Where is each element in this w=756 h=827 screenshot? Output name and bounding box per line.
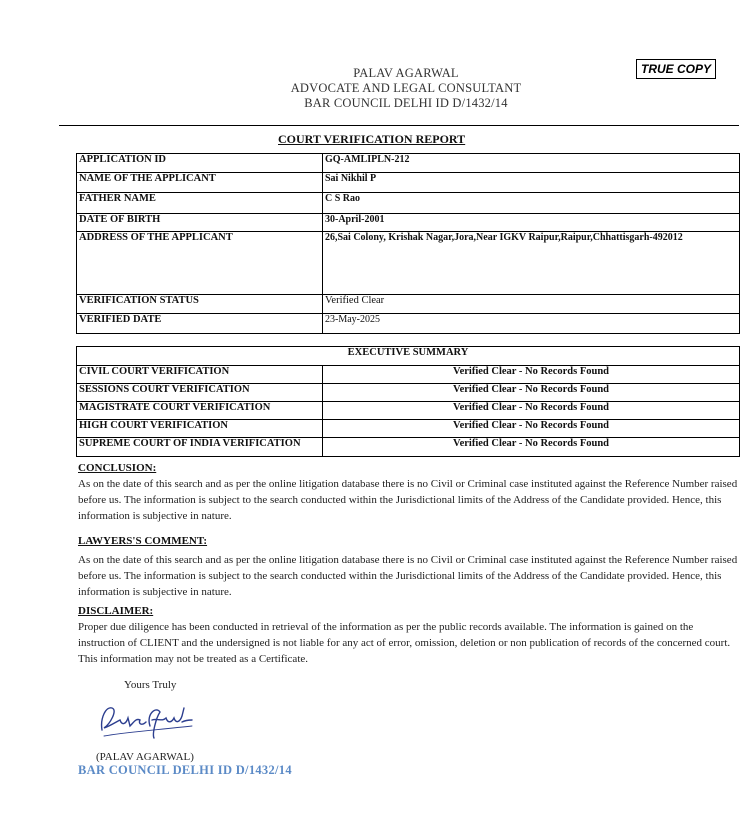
advocate-name: PALAV AGARWAL: [353, 66, 459, 80]
verified-date-label: VERIFIED DATE: [77, 314, 323, 334]
table-row: [77, 347, 740, 366]
court-result: Verified Clear - No Records Found: [323, 366, 740, 384]
court-name: MAGISTRATE COURT VERIFICATION: [77, 402, 323, 420]
application-id-label: APPLICATION ID: [77, 154, 323, 173]
court-result: Verified Clear - No Records Found: [323, 402, 740, 420]
advocate-designation: ADVOCATE AND LEGAL CONSULTANT: [290, 81, 522, 95]
table-row: [77, 384, 740, 402]
table-row: [77, 154, 740, 173]
verification-status-value: Verified Clear: [323, 295, 740, 314]
verification-status-label: VERIFICATION STATUS: [77, 295, 323, 314]
table-row: [77, 173, 740, 193]
address-value: 26,Sai Colony, Krishak Nagar,Jora,Near IGKV Raipur,Raipur,Chhattisgarh-492012: [323, 232, 740, 295]
printed-name: (PALAV AGARWAL): [96, 751, 194, 763]
table-row: [77, 295, 740, 314]
signature-image: [96, 696, 196, 742]
table-row: [77, 314, 740, 334]
verified-date-value: 23-May-2025: [323, 314, 740, 334]
disclaimer-heading: DISCLAIMER:: [78, 605, 154, 617]
dob-value: 30-April-2001: [323, 214, 740, 232]
true-copy-stamp: TRUE COPY: [636, 59, 716, 79]
executive-summary-table: [76, 346, 740, 457]
father-name-value: C S Rao: [323, 193, 740, 214]
table-row: [77, 214, 740, 232]
header-divider: [59, 125, 739, 126]
lawyers-comment-heading: LAWYERS'S COMMENT:: [78, 535, 208, 547]
applicant-details-table: [76, 153, 740, 334]
application-id-value: GQ-AMLIPLN-212: [323, 154, 740, 173]
address-label: ADDRESS OF THE APPLICANT: [77, 232, 323, 295]
footer-bar-id: BAR COUNCIL DELHI ID D/1432/14: [78, 763, 292, 777]
disclaimer-text: Proper due diligence has been conducted in retrieval of the information as per the public records available. The information is gained on the instruction of CLIENT and the undersigned is not liable for any act of error, omission, deletion or non publication of records of the concerned court. This information may not be treated as a Certificate.: [78, 621, 731, 665]
dob-label: DATE OF BIRTH: [77, 214, 323, 232]
applicant-name-value: Sai Nikhil P: [323, 173, 740, 193]
table-row: [77, 402, 740, 420]
court-name: HIGH COURT VERIFICATION: [77, 420, 323, 438]
table-row: [77, 438, 740, 457]
conclusion-text: As on the date of this search and as per the online litigation database there is no Civil or Criminal case instituted against the Reference Number raised before us. The information is subject to the search conducted within the Jurisdictional limits of the Address of the Candidate provided. Hence, this information is subjective in nature.: [78, 478, 738, 522]
table-row: [77, 193, 740, 214]
table-row: [77, 420, 740, 438]
court-result: Verified Clear - No Records Found: [323, 438, 740, 457]
court-name: CIVIL COURT VERIFICATION: [77, 366, 323, 384]
court-name: SUPREME COURT OF INDIA VERIFICATION: [77, 438, 323, 457]
report-title: COURT VERIFICATION REPORT: [278, 132, 466, 146]
conclusion-heading: CONCLUSION:: [78, 462, 157, 474]
executive-summary-title: EXECUTIVE SUMMARY: [77, 347, 740, 366]
table-row: [77, 366, 740, 384]
court-name: SESSIONS COURT VERIFICATION: [77, 384, 323, 402]
applicant-name-label: NAME OF THE APPLICANT: [77, 173, 323, 193]
lawyers-comment-text: As on the date of this search and as per the online litigation database there is no Civil or Criminal case instituted against the Reference Number raised before us. The information is subject to the search conducted within the Jurisdictional limits of the Address of the Candidate provided. Hence, this information is subjective in nature.: [78, 554, 738, 598]
court-result: Verified Clear - No Records Found: [323, 420, 740, 438]
table-row: [77, 232, 740, 295]
closing-text: Yours Truly: [124, 679, 177, 691]
father-name-label: FATHER NAME: [77, 193, 323, 214]
advocate-bar-id: BAR COUNCIL DELHI ID D/1432/14: [304, 96, 508, 110]
court-result: Verified Clear - No Records Found: [323, 384, 740, 402]
